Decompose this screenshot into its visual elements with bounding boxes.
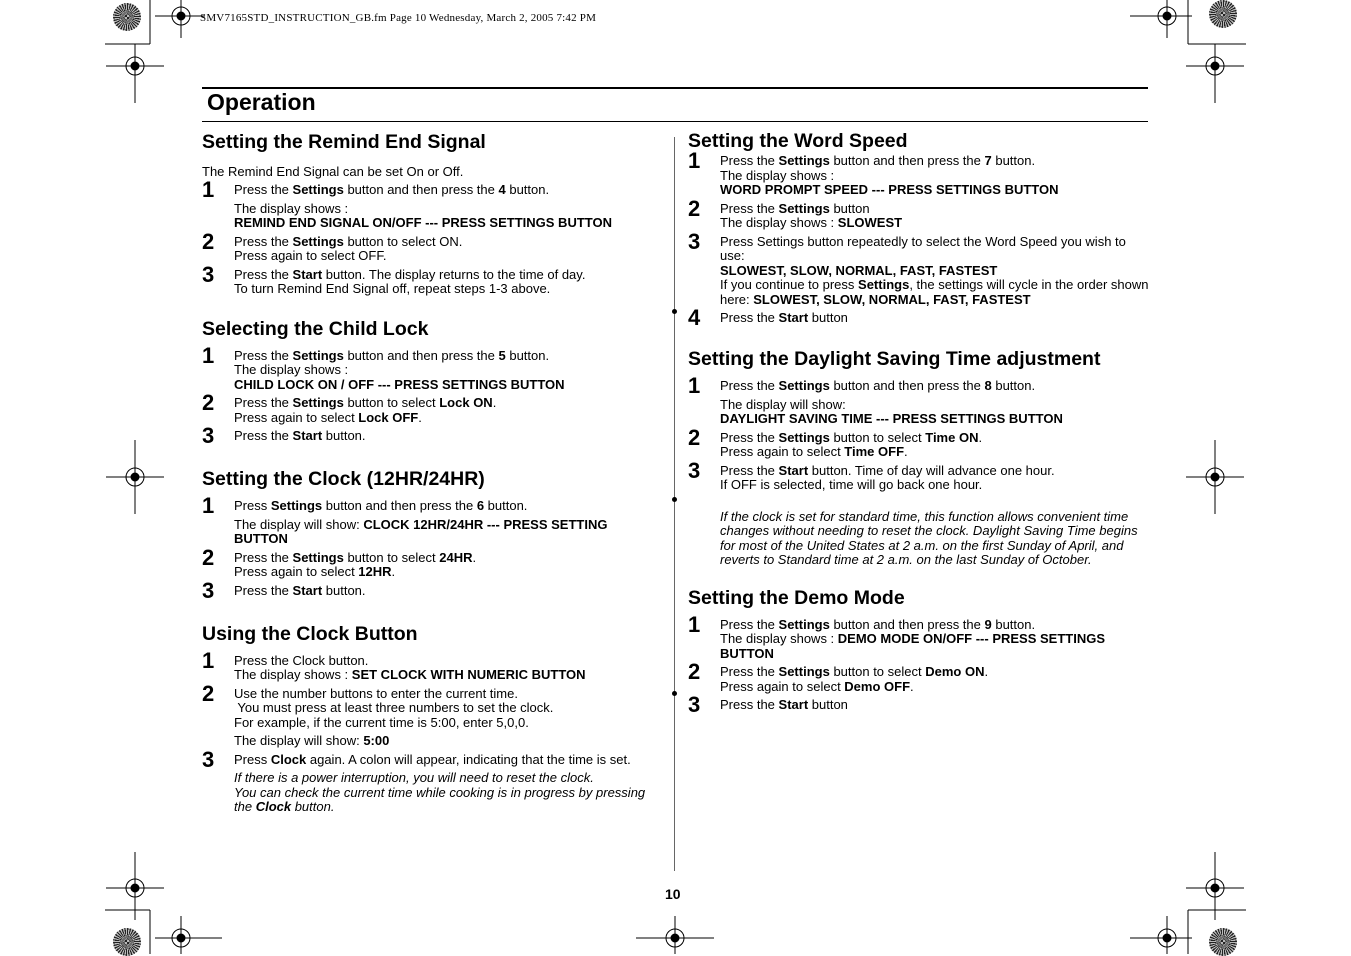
step-3 <box>202 425 664 447</box>
file-header-line: SMV7165STD_INSTRUCTION_GB.fm Page 10 Wednesday, March 2, 2005 7:42 PM <box>200 12 597 24</box>
step-text: Press the Settings button to select 24HR. Press again to select 12HR. <box>234 549 477 579</box>
section-heading: Setting the Word Speed <box>688 130 908 152</box>
section-heading: Setting the Clock (12HR/24HR) <box>202 468 485 490</box>
margin-dot <box>672 691 677 696</box>
step-number: 2 <box>202 680 215 706</box>
step-2 <box>202 680 664 749</box>
step-3 <box>202 261 664 297</box>
step-3 <box>688 694 1150 716</box>
step-3 <box>202 577 664 603</box>
step-number: 4 <box>688 305 701 330</box>
step-text: Press the Start button. The display returns to the time of day. To turn Remind End Signal off, repeat steps 1-3 above. <box>234 266 586 296</box>
step-text: Press the Start button <box>720 697 848 712</box>
section-heading: Selecting the Child Lock <box>202 317 429 340</box>
step-4 <box>688 307 1150 329</box>
step-text: Press the Settings button and then press the 7 button. The display shows : WORD PROMPT SPEED --- PRESS SETTINGS BUTTON <box>720 153 1059 197</box>
step-text: Press the Clock button. The display shows : SET CLOCK WITH NUMERIC BUTTON <box>234 652 586 682</box>
step-number: 1 <box>202 342 215 368</box>
step-number: 1 <box>688 373 701 398</box>
step-number: 1 <box>688 148 701 173</box>
title-rule-bottom <box>202 121 1148 122</box>
step-2 <box>688 195 1150 231</box>
step-1 <box>202 647 664 683</box>
step-text: Press the Settings button to select Time ON. Press again to select Time OFF. <box>720 429 983 459</box>
step-number: 1 <box>202 493 215 518</box>
step-2 <box>688 424 1150 460</box>
margin-dot <box>672 497 677 502</box>
step-text: Press the Settings button and then press the 9 button. The display shows : DEMO MODE ON/OFF --- PRESS SETTINGS BUTTON <box>720 616 1106 661</box>
step-1 <box>202 179 664 231</box>
section-daylight-saving <box>688 345 1150 568</box>
step-number: 1 <box>202 177 215 202</box>
step-number: 3 <box>202 577 215 603</box>
section-demo-mode <box>688 584 1150 717</box>
step-3 <box>688 228 1150 308</box>
page-number: 10 <box>665 886 681 902</box>
step-number: 1 <box>688 611 701 637</box>
page-title: Operation <box>207 89 316 115</box>
step-number: 2 <box>202 228 215 254</box>
step-2 <box>688 661 1150 694</box>
step-number: 2 <box>202 544 215 570</box>
step-number: 3 <box>202 261 215 287</box>
column-divider <box>674 137 675 871</box>
step-text: Press Clock again. A colon will appear, indicating that the time is set. If there is a power interruption, you will need to reset the clock. You can check the current time while cooking is in progress by pressing the Clock button. <box>234 751 646 814</box>
step-3 <box>688 457 1150 493</box>
right-column <box>688 128 1150 716</box>
step-number: 1 <box>202 647 215 673</box>
section-intro: The Remind End Signal can be set On or Off. <box>202 164 464 179</box>
section-remind-end-signal <box>202 128 664 297</box>
section-heading: Setting the Demo Mode <box>688 586 905 609</box>
step-3 <box>202 746 664 815</box>
step-2 <box>202 544 664 580</box>
step-2 <box>202 392 664 425</box>
section-heading: Setting the Daylight Saving Time adjustment <box>688 348 1101 370</box>
step-text: Press the Settings button to select Demo ON. Press again to select Demo OFF. <box>720 664 989 694</box>
step-number: 2 <box>688 195 701 221</box>
step-text: Press Settings button and then press the 6 button. The display will show: CLOCK 12HR/24HR --- PRESS SETTING BUTTON <box>234 498 608 546</box>
step-text: Press the Settings button The display shows : SLOWEST <box>720 200 903 230</box>
left-column <box>202 128 664 815</box>
step-number: 3 <box>202 746 215 772</box>
section-child-lock <box>202 315 664 448</box>
step-text: Press Settings button repeatedly to select the Word Speed you wish to use: SLOWEST, SLOW, NORMAL, FAST, FASTEST If you continue to press Settings, the settings will cycle in the order shown here: SLOWEST, SLOW, NORMAL, FAST, FASTEST <box>720 233 1149 307</box>
dst-note: If the clock is set for standard time, this function allows convenient time changes without needing to reset the clock. Daylight Saving Time begins for most of the United States at 2 a.m. on the first Sunday of April, and reverts to Standard time at 2 a.m. on the last Sunday of October. <box>720 508 1138 567</box>
section-heading: Setting the Remind End Signal <box>202 131 486 153</box>
step-number: 2 <box>688 659 701 684</box>
step-text: Press the Start button. <box>234 582 366 598</box>
section-word-speed <box>688 128 1150 329</box>
step-text: Press the Settings button and then press the 8 button. The display will show: DAYLIGHT SAVING TIME --- PRESS SETTINGS BUTTON <box>720 378 1063 426</box>
step-text: Press the Settings button and then press the 5 button. The display shows : CHILD LOCK ON / OFF --- PRESS SETTINGS BUTTON <box>234 347 565 392</box>
step-text: Press the Settings button to select ON. Press again to select OFF. <box>234 233 463 263</box>
step-number: 3 <box>202 423 215 448</box>
section-clock-12-24 <box>202 465 664 602</box>
step-1 <box>688 150 1150 198</box>
section-heading: Using the Clock Button <box>202 622 418 645</box>
step-text: Press the Start button. Time of day will advance one hour. If OFF is selected, time will go back one hour. <box>720 462 1055 492</box>
margin-dot <box>672 309 677 314</box>
step-1 <box>688 611 1150 662</box>
step-text: Press the Settings button to select Lock ON. Press again to select Lock OFF. <box>234 395 497 425</box>
step-1 <box>688 375 1150 427</box>
step-number: 3 <box>688 692 701 717</box>
step-number: 2 <box>688 424 701 450</box>
step-text: Press the Start button. <box>234 428 366 443</box>
step-number: 3 <box>688 228 701 254</box>
step-1 <box>202 342 664 393</box>
step-text: Press the Settings button and then press the 4 button. The display shows : REMIND END SIGNAL ON/OFF --- PRESS SETTINGS BUTTON <box>234 182 612 230</box>
section-clock-button <box>202 620 664 815</box>
step-2 <box>202 228 664 264</box>
step-number: 2 <box>202 390 215 415</box>
step-number: 3 <box>688 457 701 483</box>
title-rule-top <box>202 87 1148 89</box>
step-text: Use the number buttons to enter the current time. You must press at least three numbers to set the clock. For example, if the current time is 5:00, enter 5,0,0. The display will show: 5:00 <box>234 685 554 748</box>
step-text: Press the Start button <box>720 310 848 325</box>
step-1 <box>202 495 664 547</box>
